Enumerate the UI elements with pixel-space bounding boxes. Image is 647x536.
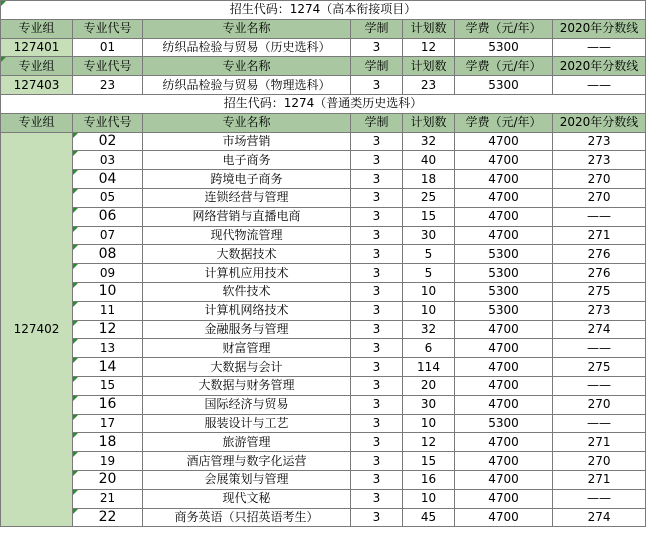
section-title[interactable]: 招生代码：1274（高本衔接项目） (1, 1, 646, 20)
cell-years[interactable]: 3 (351, 264, 403, 283)
cell-years[interactable]: 3 (351, 38, 403, 57)
cell-code[interactable]: 04 (73, 170, 143, 189)
cell-name[interactable]: 大数据与会计 (143, 358, 351, 377)
cell-score[interactable]: 270 (553, 170, 646, 189)
cell-years[interactable]: 3 (351, 470, 403, 489)
cell-code[interactable]: 10 (73, 282, 143, 301)
cell-code[interactable]: 15 (73, 376, 143, 395)
cell-code[interactable]: 06 (73, 207, 143, 226)
cell-score[interactable]: 270 (553, 452, 646, 471)
table-row (1, 508, 646, 527)
table-row (1, 245, 646, 264)
cell-name[interactable]: 计算机网络技术 (143, 301, 351, 320)
cell-fee[interactable]: 5300 (455, 264, 553, 283)
cell-score[interactable]: 276 (553, 264, 646, 283)
table-row (1, 188, 646, 207)
cell-code[interactable]: 11 (73, 301, 143, 320)
cell-years[interactable]: 3 (351, 414, 403, 433)
cell-plan[interactable]: 15 (403, 452, 455, 471)
cell-code[interactable]: 19 (73, 452, 143, 471)
cell-code[interactable]: 09 (73, 264, 143, 283)
cell-name[interactable]: 连锁经营与管理 (143, 188, 351, 207)
cell-plan[interactable]: 45 (403, 508, 455, 527)
header-plan[interactable]: 计划数 (403, 19, 455, 38)
table-row (1, 320, 646, 339)
cell-code[interactable]: 02 (73, 132, 143, 151)
cell-years[interactable]: 3 (351, 301, 403, 320)
cell-years[interactable]: 3 (351, 508, 403, 527)
cell-plan[interactable]: 10 (403, 414, 455, 433)
cell-fee[interactable]: 4700 (455, 132, 553, 151)
cell-plan[interactable]: 15 (403, 207, 455, 226)
cell-fee[interactable]: 4700 (455, 376, 553, 395)
cell-years[interactable]: 3 (351, 226, 403, 245)
cell-score[interactable]: 275 (553, 282, 646, 301)
table-row (1, 489, 646, 508)
table-row (1, 395, 646, 414)
header-group[interactable]: 专业组 (1, 57, 73, 76)
cell-score[interactable]: 270 (553, 395, 646, 414)
cell-code[interactable]: 18 (73, 433, 143, 452)
header-score[interactable]: 2020年分数线 (553, 113, 646, 132)
cell-plan[interactable]: 30 (403, 226, 455, 245)
cell-plan[interactable]: 32 (403, 320, 455, 339)
cell-fee[interactable]: 4700 (455, 358, 553, 377)
cell-years[interactable]: 3 (351, 433, 403, 452)
cell-group[interactable]: 127403 (1, 76, 73, 95)
cell-score[interactable]: —— (553, 207, 646, 226)
header-fee[interactable]: 学费（元/年） (455, 113, 553, 132)
header-name[interactable]: 专业名称 (143, 19, 351, 38)
header-group[interactable]: 专业组 (1, 113, 73, 132)
cell-score[interactable]: 276 (553, 245, 646, 264)
cell-fee[interactable]: 5300 (455, 245, 553, 264)
cell-plan[interactable]: 18 (403, 170, 455, 189)
header-years[interactable]: 学制 (351, 19, 403, 38)
cell-code[interactable]: 21 (73, 489, 143, 508)
cell-code[interactable]: 20 (73, 470, 143, 489)
table-row (1, 170, 646, 189)
cell-plan[interactable]: 5 (403, 245, 455, 264)
cell-code[interactable]: 14 (73, 358, 143, 377)
cell-fee[interactable]: 5300 (455, 414, 553, 433)
header-years[interactable]: 学制 (351, 57, 403, 76)
cell-score[interactable]: —— (553, 414, 646, 433)
cell-years[interactable]: 3 (351, 245, 403, 264)
cell-score[interactable]: 273 (553, 132, 646, 151)
cell-plan[interactable]: 12 (403, 433, 455, 452)
cell-name[interactable]: 软件技术 (143, 282, 351, 301)
cell-name[interactable]: 金融服务与管理 (143, 320, 351, 339)
cell-group[interactable]: 127402 (1, 132, 73, 527)
header-years[interactable]: 学制 (351, 113, 403, 132)
header-code[interactable]: 专业代号 (73, 19, 143, 38)
header-group[interactable]: 专业组 (1, 19, 73, 38)
cell-code[interactable]: 12 (73, 320, 143, 339)
cell-score[interactable]: 275 (553, 358, 646, 377)
cell-years[interactable]: 3 (351, 170, 403, 189)
cell-code[interactable]: 13 (73, 339, 143, 358)
cell-fee[interactable]: 5300 (455, 282, 553, 301)
cell-years[interactable]: 3 (351, 358, 403, 377)
header-score[interactable]: 2020年分数线 (553, 19, 646, 38)
cell-fee[interactable]: 4700 (455, 170, 553, 189)
cell-name[interactable]: 市场营销 (143, 132, 351, 151)
cell-name[interactable]: 纺织品检验与贸易（物理选科） (143, 76, 351, 95)
cell-name[interactable]: 现代物流管理 (143, 226, 351, 245)
cell-score[interactable]: —— (553, 489, 646, 508)
cell-fee[interactable]: 5300 (455, 301, 553, 320)
cell-years[interactable]: 3 (351, 76, 403, 95)
cell-score[interactable]: 271 (553, 470, 646, 489)
cell-name[interactable]: 电子商务 (143, 151, 351, 170)
table-row (1, 132, 646, 151)
cell-years[interactable]: 3 (351, 282, 403, 301)
cell-fee[interactable]: 4700 (455, 320, 553, 339)
header-name[interactable]: 专业名称 (143, 113, 351, 132)
cell-code[interactable]: 01 (73, 38, 143, 57)
header-fee[interactable]: 学费（元/年） (455, 57, 553, 76)
cell-name[interactable]: 跨境电子商务 (143, 170, 351, 189)
cell-code[interactable]: 17 (73, 414, 143, 433)
cell-name[interactable]: 大数据技术 (143, 245, 351, 264)
cell-code[interactable]: 16 (73, 395, 143, 414)
header-name[interactable]: 专业名称 (143, 57, 351, 76)
table-row (1, 358, 646, 377)
cell-score[interactable]: 270 (553, 188, 646, 207)
cell-name[interactable]: 服装设计与工艺 (143, 414, 351, 433)
cell-years[interactable]: 3 (351, 452, 403, 471)
table-row (1, 433, 646, 452)
cell-code[interactable]: 07 (73, 226, 143, 245)
header-score[interactable]: 2020年分数线 (553, 57, 646, 76)
header-code[interactable]: 专业代号 (73, 57, 143, 76)
table-row (1, 339, 646, 358)
cell-plan[interactable]: 10 (403, 489, 455, 508)
header-plan[interactable]: 计划数 (403, 57, 455, 76)
cell-plan[interactable]: 5 (403, 264, 455, 283)
cell-fee[interactable]: 4700 (455, 470, 553, 489)
cell-name[interactable]: 旅游管理 (143, 433, 351, 452)
cell-fee[interactable]: 4700 (455, 207, 553, 226)
table-row (1, 282, 646, 301)
table-row (1, 414, 646, 433)
cell-fee[interactable]: 4700 (455, 508, 553, 527)
cell-name[interactable]: 商务英语（只招英语考生） (143, 508, 351, 527)
cell-plan[interactable]: 10 (403, 301, 455, 320)
cell-plan[interactable]: 114 (403, 358, 455, 377)
cell-code[interactable]: 05 (73, 188, 143, 207)
cell-score[interactable]: 271 (553, 226, 646, 245)
cell-score[interactable]: —— (553, 376, 646, 395)
header-fee[interactable]: 学费（元/年） (455, 19, 553, 38)
cell-score[interactable]: 271 (553, 433, 646, 452)
cell-name[interactable]: 酒店管理与数字化运营 (143, 452, 351, 471)
cell-years[interactable]: 3 (351, 320, 403, 339)
cell-plan[interactable]: 32 (403, 132, 455, 151)
table-row (1, 207, 646, 226)
cell-years[interactable]: 3 (351, 132, 403, 151)
cell-fee[interactable]: 4700 (455, 452, 553, 471)
cell-name[interactable]: 现代文秘 (143, 489, 351, 508)
cell-name[interactable]: 会展策划与管理 (143, 470, 351, 489)
cell-years[interactable]: 3 (351, 339, 403, 358)
cell-years[interactable]: 3 (351, 207, 403, 226)
cell-code[interactable]: 08 (73, 245, 143, 264)
cell-fee[interactable]: 4700 (455, 151, 553, 170)
cell-score[interactable]: —— (553, 76, 646, 95)
cell-plan[interactable]: 6 (403, 339, 455, 358)
cell-fee[interactable]: 5300 (455, 76, 553, 95)
cell-plan[interactable]: 25 (403, 188, 455, 207)
cell-fee[interactable]: 4700 (455, 339, 553, 358)
cell-years[interactable]: 3 (351, 376, 403, 395)
cell-name[interactable]: 国际经济与贸易 (143, 395, 351, 414)
cell-name[interactable]: 财富管理 (143, 339, 351, 358)
cell-fee[interactable]: 4700 (455, 433, 553, 452)
cell-years[interactable]: 3 (351, 395, 403, 414)
cell-score[interactable]: 273 (553, 151, 646, 170)
cell-plan[interactable]: 23 (403, 76, 455, 95)
cell-code[interactable]: 22 (73, 508, 143, 527)
table-row (1, 151, 646, 170)
cell-plan[interactable]: 30 (403, 395, 455, 414)
cell-plan[interactable]: 16 (403, 470, 455, 489)
cell-plan[interactable]: 10 (403, 282, 455, 301)
cell-name[interactable]: 纺织品检验与贸易（历史选科） (143, 38, 351, 57)
table-row (1, 376, 646, 395)
header-plan[interactable]: 计划数 (403, 113, 455, 132)
cell-code[interactable]: 23 (73, 76, 143, 95)
cell-plan[interactable]: 20 (403, 376, 455, 395)
cell-score[interactable]: 274 (553, 320, 646, 339)
cell-fee[interactable]: 4700 (455, 395, 553, 414)
cell-fee[interactable]: 4700 (455, 226, 553, 245)
cell-name[interactable]: 计算机应用技术 (143, 264, 351, 283)
table-row (1, 301, 646, 320)
cell-years[interactable]: 3 (351, 188, 403, 207)
cell-fee[interactable]: 5300 (455, 38, 553, 57)
section-title[interactable]: 招生代码：1274（普通类历史选科） (1, 94, 646, 113)
table-row (1, 470, 646, 489)
cell-plan[interactable]: 40 (403, 151, 455, 170)
cell-score[interactable]: 274 (553, 508, 646, 527)
cell-years[interactable]: 3 (351, 489, 403, 508)
cell-fee[interactable]: 4700 (455, 188, 553, 207)
header-code[interactable]: 专业代号 (73, 113, 143, 132)
cell-plan[interactable]: 12 (403, 38, 455, 57)
cell-score[interactable]: —— (553, 339, 646, 358)
table-row (1, 226, 646, 245)
cell-years[interactable]: 3 (351, 151, 403, 170)
cell-code[interactable]: 03 (73, 151, 143, 170)
table-row (1, 264, 646, 283)
cell-group[interactable]: 127401 (1, 38, 73, 57)
cell-fee[interactable]: 4700 (455, 489, 553, 508)
cell-name[interactable]: 大数据与财务管理 (143, 376, 351, 395)
cell-name[interactable]: 网络营销与直播电商 (143, 207, 351, 226)
cell-score[interactable]: —— (553, 38, 646, 57)
cell-score[interactable]: 273 (553, 301, 646, 320)
table-row (1, 452, 646, 471)
